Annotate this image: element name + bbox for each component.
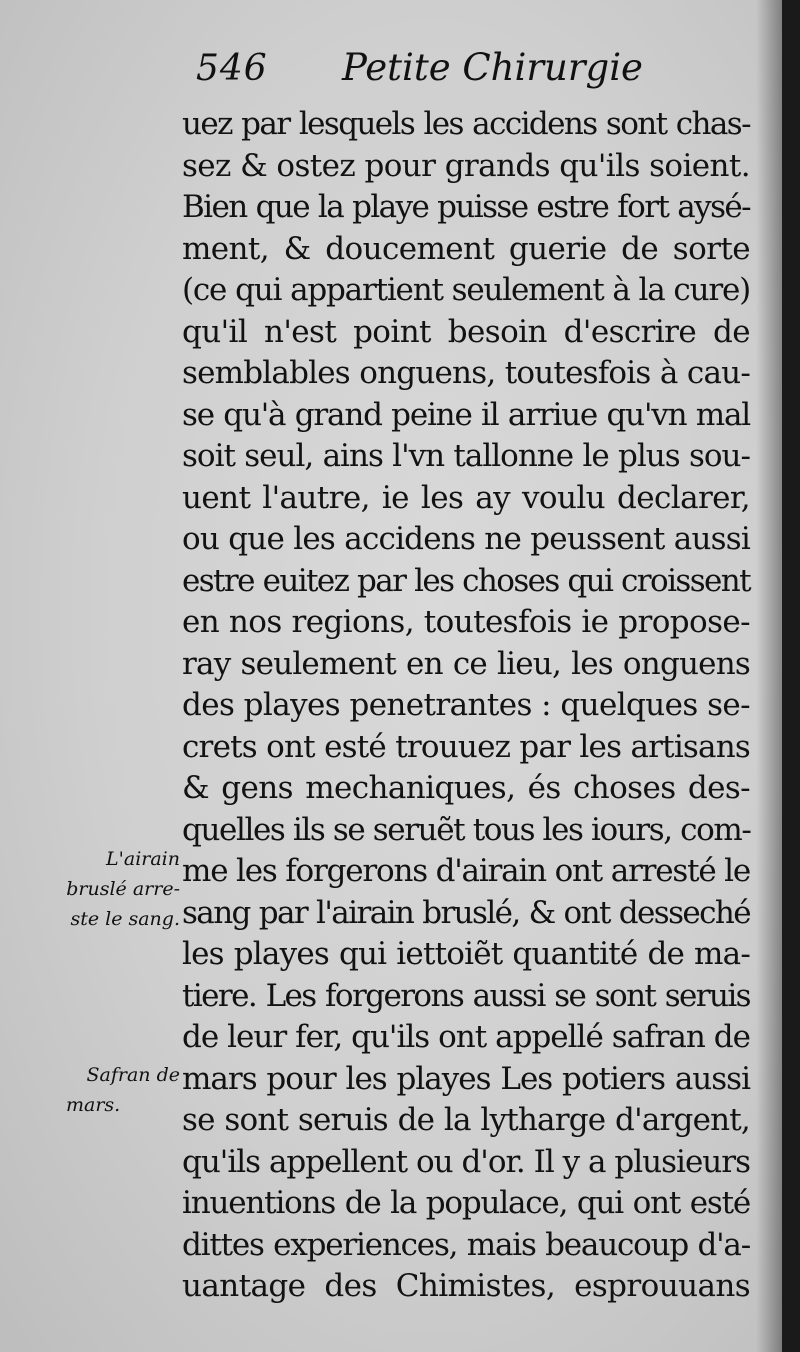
text-line: (ce qui appartient seulement à la cure)	[182, 272, 750, 308]
page-number: 546	[196, 48, 268, 89]
text-line: tiere. Les forgerons aussi se sont seruis	[182, 977, 750, 1014]
margin-note-line: Safran de	[86, 1064, 180, 1086]
text-line: uez par lesquels les accidens sont chas-	[182, 106, 750, 142]
text-line: estre euitez par les choses qui croissent	[182, 562, 750, 599]
text-line: inuentions de la populace, qui ont esté	[182, 1185, 750, 1221]
margin-note-line: bruslé arre-	[66, 878, 180, 900]
text-line: & gens mechaniques, és choses des-	[182, 770, 750, 806]
text-line: crets ont esté trouuez par les artisans	[182, 728, 750, 765]
text-line: se qu'à grand peine il arriue qu'vn mal	[182, 396, 750, 433]
page-header	[196, 42, 756, 98]
text-line: Bien que la playe puisse estre fort aysé-	[182, 189, 750, 225]
text-line: sang par l'airain bruslé, & ont desseché	[182, 894, 750, 931]
text-line: qu'il n'est point besoin d'escrire de	[182, 313, 750, 350]
page-edge-shadow	[756, 0, 782, 1352]
text-line: en nos regions, toutesfois ie propose-	[182, 604, 750, 640]
text-line: uent l'autre, ie les ay voulu declarer,	[182, 479, 750, 516]
text-line: me les forgerons d'airain ont arresté le	[182, 853, 751, 889]
text-line: sez & ostez pour grands qu'ils soient.	[182, 147, 750, 184]
text-line: ou que les accidens ne peussent aussi	[182, 521, 750, 557]
text-line: dittes experiences, mais beaucoup d'a-	[182, 1226, 750, 1263]
margin-note-line: mars.	[66, 1094, 121, 1116]
text-line: quelles ils se seruẽt tous les iours, com-	[182, 811, 751, 848]
text-line: se sont seruis de la lytharge d'argent,	[182, 1102, 750, 1138]
margin-note-safran	[40, 1060, 180, 1120]
margin-note-airain	[30, 844, 180, 934]
running-title: Petite Chirurgie	[342, 46, 643, 89]
text-line: les playes qui iettoiẽt quantité de ma-	[182, 936, 750, 972]
text-line: ment, & doucement guerie de sorte	[182, 230, 750, 267]
text-line: qu'ils appellent ou d'or. Il y a plusieurs	[182, 1143, 750, 1180]
text-line: soit seul, ains l'vn tallonne le plus sou-	[182, 438, 750, 474]
text-line: semblables onguens, toutesfois à cau-	[182, 355, 750, 391]
text-line: de leur fer, qu'ils ont appellé safran de	[182, 1019, 750, 1055]
text-line: mars pour les playes Les potiers aussi	[182, 1060, 750, 1097]
margin-note-line: L'airain	[106, 848, 180, 870]
text-line: des playes penetrantes : quelques se-	[182, 687, 750, 723]
margin-note-line: ste le sang.	[70, 908, 180, 930]
text-line: ray seulement en ce lieu, les onguens	[182, 645, 750, 682]
text-line: uantage des Chimistes, esprouuans	[182, 1268, 750, 1304]
body-text	[182, 104, 750, 1308]
